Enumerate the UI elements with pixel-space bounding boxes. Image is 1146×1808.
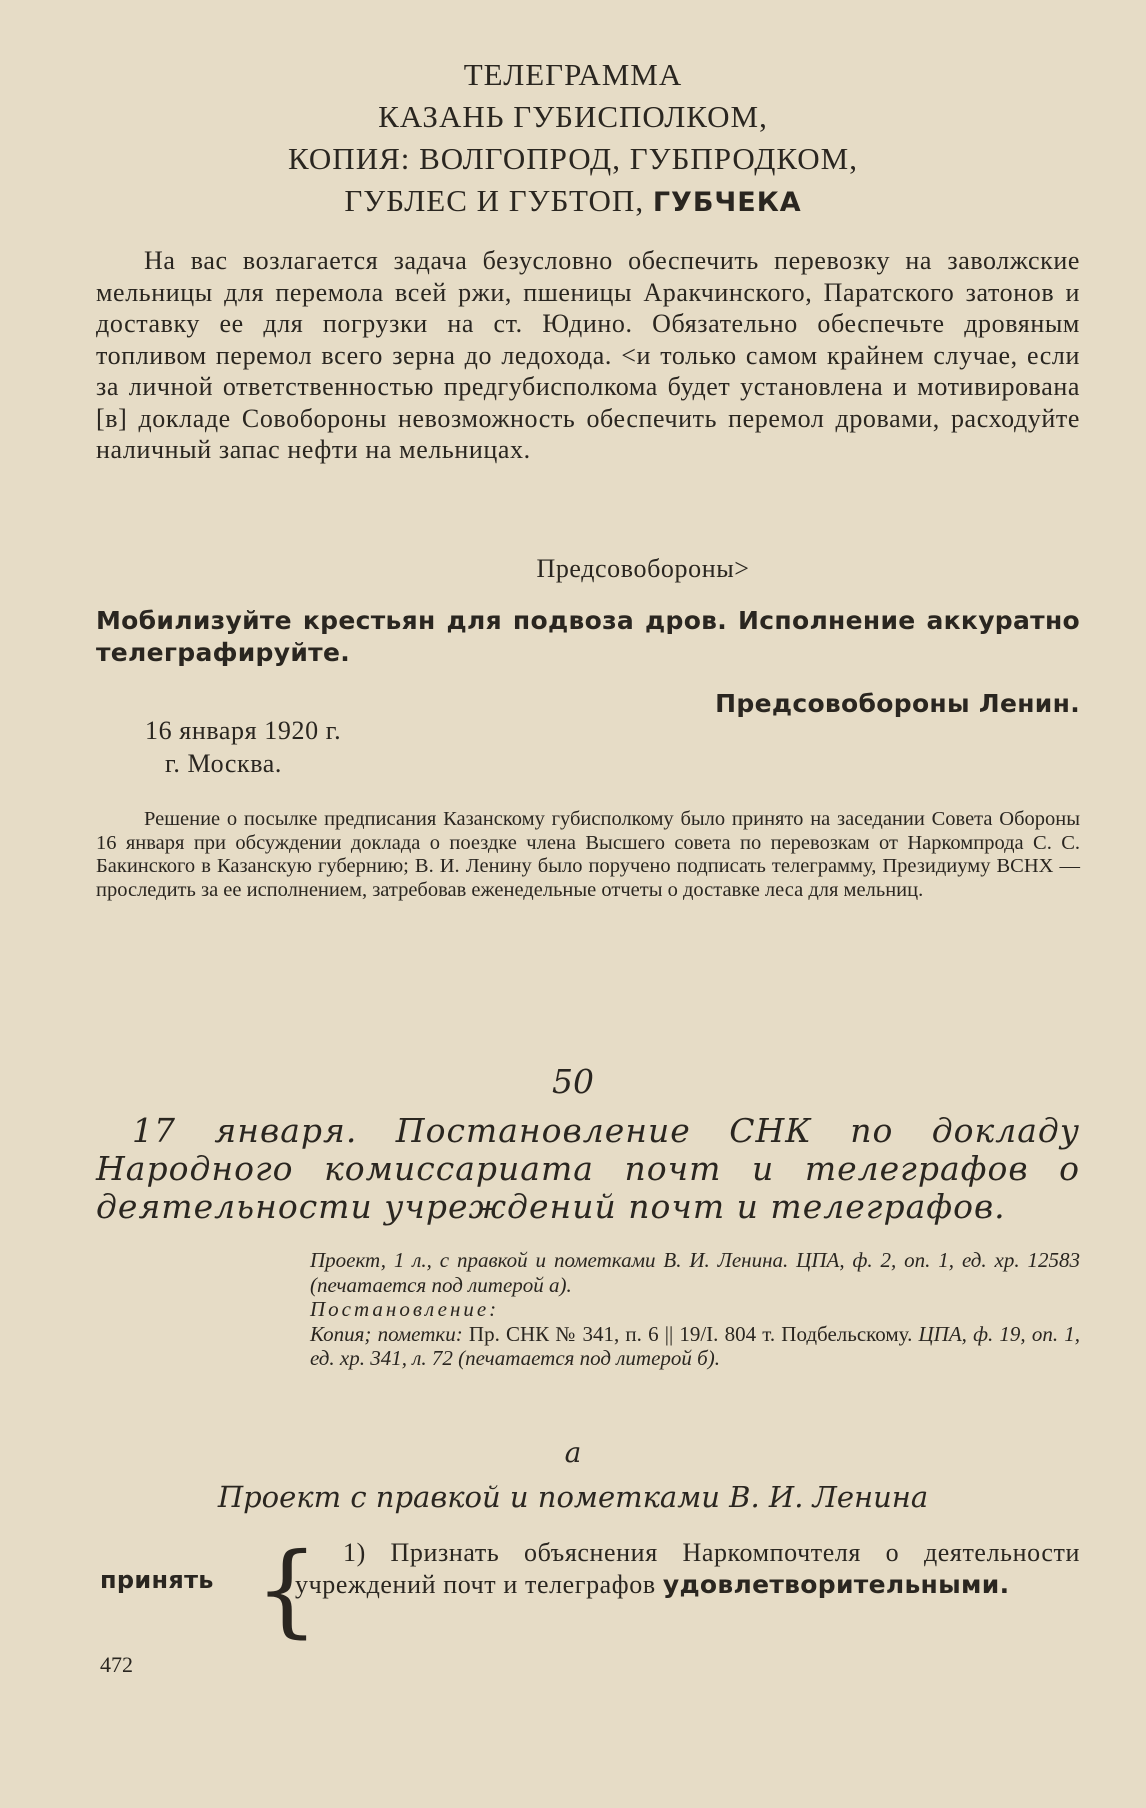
ref-copy-tail: ЦПА, ф. 19, оп. 1, ед. хр. 341, л. 72 (печатается под литерой б). bbox=[310, 1321, 1081, 1370]
header-line-1: ТЕЛЕГРАММА bbox=[463, 57, 683, 92]
document-number: 50 bbox=[552, 1062, 594, 1101]
header-line-2: КАЗАНЬ ГУБИСПОЛКОМ, bbox=[378, 99, 768, 134]
page-number: 472 bbox=[100, 1652, 133, 1677]
header-line-4-bold: ГУБЧЕКА bbox=[652, 187, 802, 218]
header-line-4 bbox=[0, 180, 1146, 224]
resolution-item-1 bbox=[295, 1537, 1080, 1600]
document-title: 17 января. Постановление СНК по докладу Народного комиссариата почт и телеграфов о деятельности учреждений почт и телеграфов. bbox=[96, 1111, 1080, 1226]
header-line-4-text: ГУБЛЕС И ГУБТОП, bbox=[344, 183, 645, 218]
variant-letter: а bbox=[564, 1436, 582, 1469]
ref-line-3 bbox=[310, 1322, 1080, 1371]
margin-note-prinyat: принять bbox=[100, 1566, 214, 1594]
signature-predsovoborony: Предсовобороны> bbox=[536, 554, 750, 583]
header-line-3: КОПИЯ: ВОЛГОПРОД, ГУБПРОДКОМ, bbox=[288, 141, 858, 176]
source-reference bbox=[310, 1248, 1080, 1371]
ref-line-1: Проект, 1 л., с правкой и пометками В. И. Ленина. ЦПА, ф. 2, оп. 1, ед. хр. 12583 (печатается под литерой а). bbox=[310, 1248, 1080, 1297]
ref-line-2: Постановление: bbox=[310, 1297, 500, 1321]
place-line: г. Москва. bbox=[165, 749, 282, 778]
margin-brace: { bbox=[255, 1531, 319, 1648]
ref-copy-label: Копия; пометки: bbox=[310, 1321, 463, 1346]
item-1-text: 1) Признать объяснения Наркомпочтеля о деятельности учреждений почт и телеграфов bbox=[295, 1538, 1080, 1599]
telegram-header bbox=[0, 54, 1146, 224]
telegram-body: На вас возлагается задача безусловно обеспечить перевозку на заволжские мельницы для перемола всей ржи, пшеницы Аракчинского, Паратского затонов и доставку ее для погрузки на ст. Юдино. Обязательно обеспечьте дровяным топливом перемол всего зерна до ледохода. <и только самом крайнем случае, если за личной ответственностью предгубисполкома будет установлена и мотивирована [в] докладе Совобороны невозможность обеспечить перемол дровами, расходуйте наличный запас нефти на мельницах. bbox=[96, 246, 1080, 464]
signature-lenin: Предсовобороны Ленин. bbox=[715, 689, 1080, 718]
ref-copy-text: Пр. СНК № 341, п. 6 || 19/I. 804 т. Подбельскому. bbox=[468, 1321, 913, 1346]
item-1-bold: удовлетворительными. bbox=[662, 1569, 1010, 1599]
variant-subtitle: Проект с правкой и пометками В. И. Ленина bbox=[217, 1480, 929, 1514]
mobilize-text: Мобилизуйте крестьян для подвоза дров. Исполнение аккуратно телеграфируйте. bbox=[96, 606, 1080, 667]
date-line: 16 января 1920 г. bbox=[145, 716, 342, 745]
footnote: Решение о посылке предписания Казанскому губисполкому было принято на заседании Совета Обороны 16 января при обсуждении доклада о поездке члена Высшего совета по перевозкам от Наркомпрода С. С. Бакинского в Казанскую губернию; В. И. Ленину было поручено подписать телеграмму, Президиуму ВСНХ — проследить за ее исполнением, затребовав еженедельные отчеты о доставке леса для мельниц. bbox=[96, 808, 1080, 901]
